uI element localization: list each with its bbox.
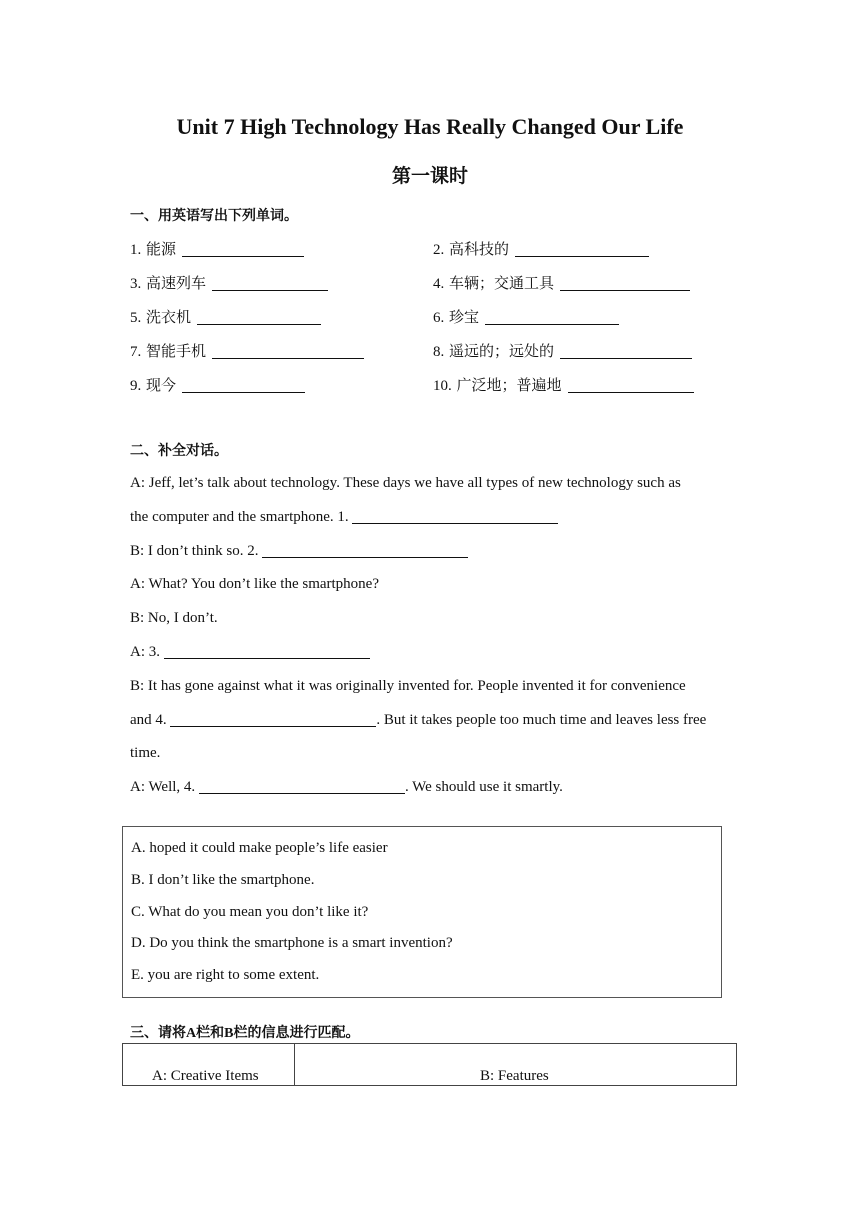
vocab-item: 8. 遥远的；远处的 [433,340,692,361]
answer-blank[interactable] [199,779,405,794]
section-3-heading: 三、请将A栏和B栏的信息进行匹配。 [130,1025,360,1041]
vocab-item: 7. 智能手机 [130,340,364,361]
vocab-item: 9. 现今 [130,374,305,395]
answer-blank[interactable] [560,344,692,359]
answer-blank[interactable] [212,344,364,359]
vocab-item: 2. 高科技的 [433,238,649,259]
answer-blank[interactable] [485,310,619,325]
dialogue-line: A: Jeff, let’s talk about technology. These days we have all types of new technology such as [130,475,681,491]
vocab-item: 1. 能源 [130,238,304,259]
answer-blank[interactable] [352,509,558,524]
vocab-item: 5. 洗衣机 [130,306,321,327]
dialogue-line: B: No, I don’t. [130,610,218,626]
vocab-item: 10. 广泛地；普遍地 [433,374,694,395]
answer-blank[interactable] [197,310,321,325]
answer-blank[interactable] [262,543,468,558]
section-2-heading: 二、补全对话。 [130,443,228,459]
options-box [122,826,722,998]
section-1-heading: 一、用英语写出下列单词。 [130,208,298,224]
option-c: C. What do you mean you don’t like it? [131,904,369,920]
option-e: E. you are right to some extent. [131,967,320,983]
dialogue-line: the computer and the smartphone. 1. [130,509,558,526]
option-a: A. hoped it could make people’s life easier [131,840,388,856]
column-a-header: A: Creative Items [152,1068,259,1084]
dialogue-line: A: Well, 4. . We should use it smartly. [130,779,563,795]
dialogue-line: B: It has gone against what it was originally invented for. People invented it for convenience [130,678,686,694]
answer-blank[interactable] [515,242,649,257]
answer-blank[interactable] [164,644,370,659]
dialogue-line: B: I don’t think so. 2. [130,543,468,560]
answer-blank[interactable] [170,712,376,727]
page-title: Unit 7 High Technology Has Really Changed Our Life [176,114,684,139]
matching-table [122,1043,737,1086]
lesson-subtitle: 第一课时 [391,165,468,187]
dialogue-line: A: What? You don’t like the smartphone? [130,576,379,592]
option-b: B. I don’t like the smartphone. [131,872,315,888]
vocab-item: 6. 珍宝 [433,306,619,327]
column-divider [294,1044,295,1085]
answer-blank[interactable] [182,242,304,257]
column-b-header: B: Features [480,1068,549,1084]
dialogue-line: and 4. . But it takes people too much time and leaves less free [130,712,707,728]
answer-blank[interactable] [182,378,305,393]
option-d: D. Do you think the smartphone is a smart invention? [131,935,453,951]
answer-blank[interactable] [560,276,690,291]
answer-blank[interactable] [568,378,694,393]
vocab-item: 4. 车辆；交通工具 [433,272,690,293]
answer-blank[interactable] [212,276,328,291]
dialogue-line: time. [130,745,161,761]
vocab-item: 3. 高速列车 [130,272,328,293]
dialogue-line: A: 3. [130,644,370,661]
